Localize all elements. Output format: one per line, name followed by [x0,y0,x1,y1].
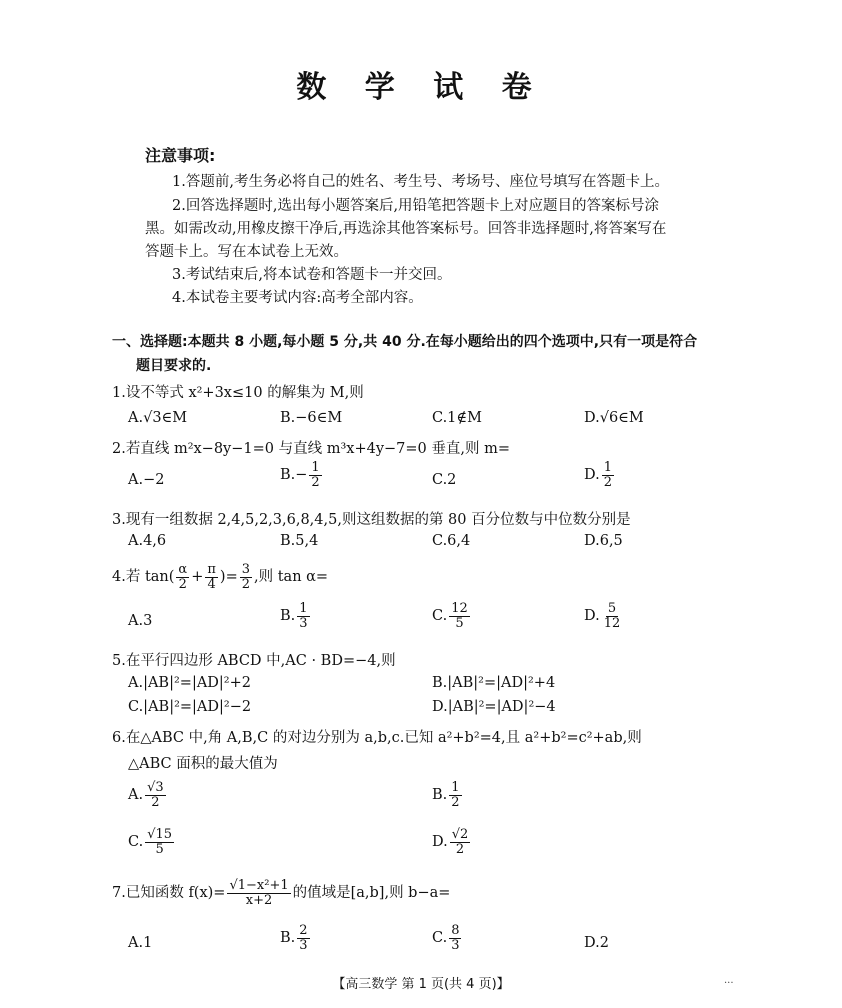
q2-b-num: 1 [311,460,320,475]
q6-option-b [432,781,464,809]
q7-b-num: 2 [299,923,308,938]
q4-d-prefix: D. [584,608,600,625]
question-7-stem [112,879,450,907]
q6-d-num: √2 [451,827,469,842]
q2-b-fraction [309,461,321,489]
q6-c-fraction [145,828,174,856]
q6-b-prefix: B. [432,787,448,804]
q4-pi-frac [205,563,218,591]
question-6-stem: 6.在△ABC 中,角 A,B,C 的对边分别为 a,b,c.已知 a²+b²=4,且 a²+b²=c²+ab,则 [112,730,642,746]
q4-prefix: 4.若 tan( [112,569,175,586]
q1-option-d: D.√6∈M [584,410,644,426]
q3-option-c: C.6,4 [432,533,471,549]
q4-tail: ,则 tan α= [254,569,329,586]
q7-c-den: 3 [451,937,460,953]
q7-option-a: A.1 [128,935,153,951]
q4-three: 3 [241,562,250,577]
q7-b-fraction [297,924,309,952]
q6-a-num: √3 [147,780,164,795]
notice-line-4: 答题卡上。写在本试卷上无效。 [145,244,348,260]
question-5-stem: 5.在平行四边形 ABCD 中,AC · BD=−4,则 [112,653,396,669]
q2-d-den: 2 [603,474,612,490]
q6-b-den: 2 [451,794,460,810]
q6-option-a [128,781,168,809]
q2-d-prefix: D. [584,467,600,484]
q7-b-prefix: B. [280,930,296,947]
q7-num: √1−x²+1 [229,878,289,893]
q7-option-d: D.2 [584,935,609,951]
q4-d-num: 5 [607,601,617,616]
notice-line-2: 2.回答选择题时,选出每小题答案后,用铅笔把答题卡上对应题目的答案标号涂 [172,198,660,214]
q4-d-fraction [602,602,623,630]
q7-c-fraction [449,924,461,952]
section-heading: 一、选择题:本题共 8 小题,每小题 5 分,共 40 分.在每小题给出的四个选项中,只有一项是符合 [112,334,698,350]
q6-d-fraction [450,828,471,856]
q2-d-num: 1 [603,460,612,475]
q1-option-a: A.√3∈M [128,410,188,426]
q4-d-den: 12 [603,615,621,631]
q4-c-num: 12 [451,601,468,616]
question-1-stem: 1.设不等式 x²+3x≤10 的解集为 M,则 [112,385,364,401]
q5-option-a: A.|AB|²=|AD|²+2 [128,675,251,691]
q2-option-c: C.2 [432,472,457,488]
q4-rhs-frac [240,563,252,591]
q4-four: 4 [207,576,216,592]
q4-option-d [584,602,624,630]
q4-option-c [432,602,472,630]
q5-option-c: C.|AB|²=|AD|²−2 [128,699,252,715]
notice-line-3: 黑。如需改动,用橡皮擦干净后,再选涂其他答案标号。回答非选择题时,将答案写在 [145,221,667,237]
notice-line-5: 3.考试结束后,将本试卷和答题卡一并交回。 [172,267,452,283]
q7-function-frac [227,879,290,907]
q4-two: 2 [178,576,187,592]
q2-option-b [280,461,324,489]
notice-line-6: 4.本试卷主要考试内容:高考全部内容。 [172,290,423,306]
q6-b-fraction [449,781,461,809]
q6-a-den: 2 [151,794,160,810]
q6-d-den: 2 [455,841,465,857]
q4-two-b: 2 [241,576,250,592]
q7-c-num: 8 [451,923,460,938]
q6-d-prefix: D. [432,834,448,851]
q2-b-prefix: B.− [280,467,308,484]
q4-alpha: α [178,562,188,577]
q7-option-c [432,924,463,952]
q2-d-fraction [602,461,614,489]
q4-b-den: 3 [299,615,308,631]
q7-den: x+2 [245,892,273,908]
notice-heading: 注意事项: [145,146,216,165]
q7-b-den: 3 [299,937,308,953]
q2-b-den: 2 [311,474,320,490]
q6-a-prefix: A. [128,787,144,804]
q4-c-fraction [449,602,470,630]
q7-prefix: 7.已知函数 f(x)= [112,885,226,902]
corner-mark: ... [724,975,734,986]
q4-c-den: 5 [455,615,464,631]
q4-alpha-frac [176,563,189,591]
q7-tail: 的值域是[a,b],则 b−a= [292,885,451,902]
question-2-stem: 2.若直线 m²x−8y−1=0 与直线 m³x+4y−7=0 垂直,则 m= [112,441,510,457]
q4-mid: )= [219,569,238,586]
question-4-stem: 4.若 tan( $\frac{\alpha}{2}$ + $\frac{\pi}{4}$ )= $\frac{3}{2}$ ,则 tan α= [112,562,329,592]
q4-pi: π [207,562,216,577]
q6-a-fraction [145,781,166,809]
q4-b-fraction [297,602,309,630]
q3-option-a: A.4,6 [128,533,167,549]
q4-option-a: A.3 [128,613,153,629]
q4-c-prefix: C. [432,608,448,625]
q6-option-c [128,828,176,856]
notice-line-1: 1.答题前,考生务必将自己的姓名、考生号、考场号、座位号填写在答题卡上。 [172,174,669,190]
q2-option-d [584,461,616,489]
q3-option-b: B.5,4 [280,533,319,549]
question-3-stem: 3.现有一组数据 2,4,5,2,3,6,8,4,5,则这组数据的第 80 百分位数与中位数分别是 [112,512,631,528]
page-title: 数 学 试 卷 [296,70,546,105]
q4-b-num: 1 [299,601,308,616]
q6-b-num: 1 [451,780,460,795]
q6-option-d [432,828,472,856]
section-heading-cont: 题目要求的. [136,358,212,374]
q1-option-c: C.1∉M [432,410,482,426]
q4-b-prefix: B. [280,608,296,625]
q6-c-prefix: C. [128,834,144,851]
q3-option-d: D.6,5 [584,533,623,549]
q7-c-prefix: C. [432,930,448,947]
q6-c-num: √15 [147,827,173,842]
q6-c-den: 5 [155,841,164,857]
q5-option-b: B.|AB|²=|AD|²+4 [432,675,556,691]
q5-option-d: D.|AB|²=|AD|²−4 [432,699,556,715]
q4-option-b [280,602,312,630]
q1-option-b: B.−6∈M [280,410,343,426]
q7-option-b [280,924,312,952]
page-footer: 【高三数学 第 1 页(共 4 页)】 [332,977,510,992]
q2-option-a: A.−2 [128,472,165,488]
question-6-stem-cont: △ABC 面积的最大值为 [128,756,278,772]
